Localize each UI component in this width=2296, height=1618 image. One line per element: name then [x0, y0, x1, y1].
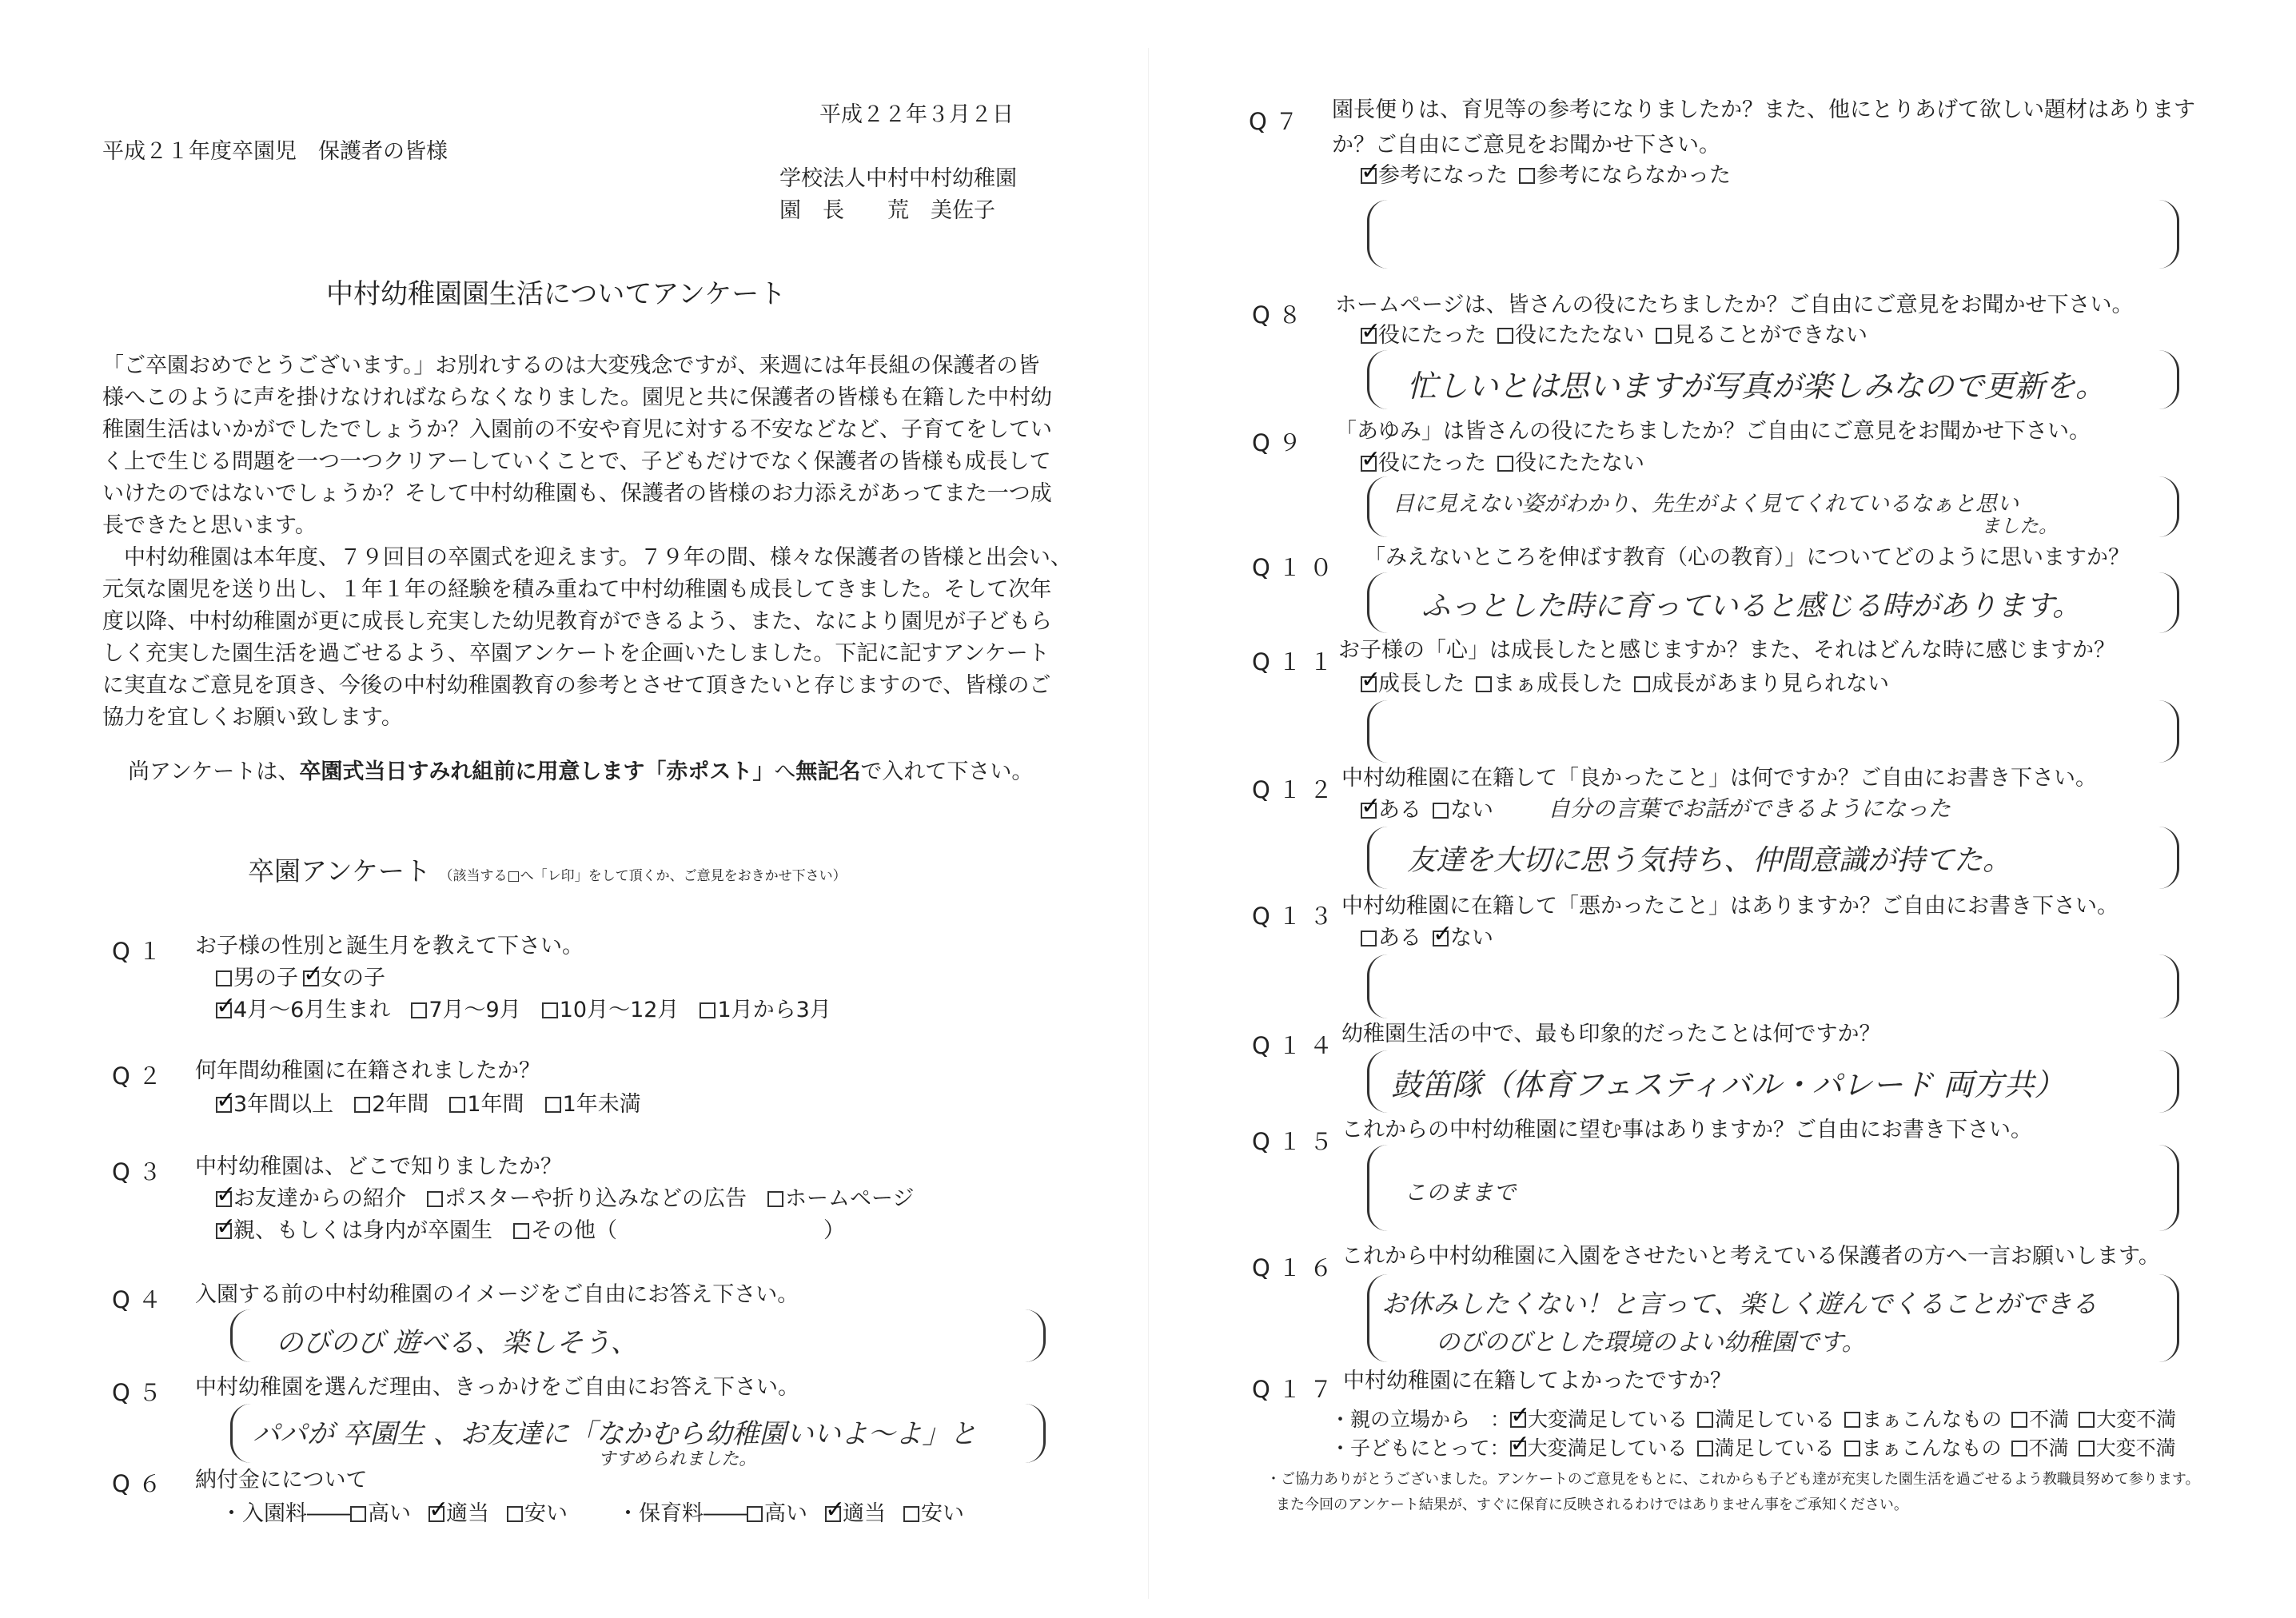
checkbox-label: ホームページ: [785, 1186, 915, 1211]
intro-line: しく充実した園生活を過ごせるよう、卒園アンケートを企画いたしました。下記に記すアンケート: [102, 641, 1050, 666]
q7-options: [1361, 161, 1742, 190]
checked-box-icon[interactable]: [216, 1223, 232, 1239]
checkbox-label: 安い: [524, 1501, 568, 1526]
checkbox-option[interactable]: [303, 966, 385, 990]
checkbox-label: その他（: [531, 1218, 617, 1243]
checkbox-option[interactable]: [825, 1501, 886, 1526]
q6-admission-fee: [221, 1500, 585, 1528]
checkbox-label: お友達からの紹介: [233, 1186, 406, 1211]
notice-bold-anonymous: 無記名: [795, 759, 861, 784]
notice-suffix: で入れて下さい。: [860, 759, 1034, 784]
checkbox-icon[interactable]: [1519, 168, 1535, 184]
checkbox-icon[interactable]: [700, 1002, 716, 1018]
checkbox-label: 参考にならなかった: [1537, 163, 1731, 188]
checkbox-option[interactable]: [429, 1501, 489, 1526]
q8-options: [1361, 321, 1879, 350]
checkbox-label: 1月から3月: [717, 998, 831, 1022]
q7-text-line2: か？ご自由にご意見をお聞かせ下さい。: [1332, 133, 1720, 157]
checkbox-option[interactable]: [1844, 1437, 2002, 1460]
q5-answer-line2: すすめられました。: [598, 1449, 757, 1469]
checkbox-option[interactable]: [1510, 1437, 1688, 1460]
q15-number: Q１５: [1252, 1128, 1341, 1155]
checkbox-option[interactable]: [1697, 1437, 1835, 1460]
q4-number: Q４: [112, 1286, 169, 1313]
q11-text: お子様の「心」は成長したと感じますか？また、それはどんな時に感じますか？: [1338, 638, 2115, 663]
checkbox-option[interactable]: [507, 1501, 568, 1526]
notice-text: [128, 758, 1033, 787]
q12-answer-line1: 自分の言葉でお話ができるようになった: [1548, 795, 1951, 822]
q16-number: Q１６: [1252, 1254, 1341, 1281]
q3-options-row2: [216, 1217, 638, 1245]
document-date: 平成２２年３月２日: [819, 102, 1014, 127]
checkbox-icon[interactable]: [767, 1191, 783, 1207]
q17-parent-label: ・親の立場から ：: [1330, 1408, 1511, 1431]
q6-childcare-fee: [617, 1500, 982, 1528]
checkbox-option[interactable]: [2011, 1437, 2069, 1460]
q2-options: [216, 1090, 662, 1119]
checkbox-label: 役にたった: [1378, 323, 1486, 348]
checkbox-label: まぁ成長した: [1493, 672, 1623, 696]
checked-box-icon[interactable]: [1361, 803, 1377, 819]
q17-child-label: ・子どもにとって：: [1330, 1437, 1510, 1460]
intro-line: く上で生じる問題を一つ一つクリアーしていくことで、子どもだけでなく保護者の皆様も成長して: [102, 449, 1051, 474]
checkbox-icon[interactable]: [1697, 1441, 1713, 1457]
q5-number: Q５: [112, 1379, 169, 1406]
organization: 学校法人中村中村幼稚園: [779, 166, 1017, 191]
q9-text: 「あゆみ」は皆さんの役にたちましたか？ご自由にご意見をお聞かせ下さい。: [1335, 419, 2091, 444]
notice-bold-location: 卒園式当日すみれ組前に用意します「赤ポスト」: [299, 759, 775, 784]
checkbox-label: 1年間: [467, 1092, 524, 1117]
survey-note: （該当する□へ「レ印」をして頂くか、ご意見をおきかせ下さい）: [439, 868, 847, 884]
q10-number: Q１０: [1252, 554, 1341, 581]
checkbox-icon[interactable]: [449, 1097, 465, 1113]
footer-thanks: ・ご協力ありがとうございました。アンケートのご意見をもとに、これからも子ども達が充実した園生活を過ごせるよう教職員努めて参ります。: [1266, 1471, 2200, 1488]
checkbox-icon[interactable]: [2079, 1412, 2095, 1428]
checkbox-icon[interactable]: [542, 1002, 558, 1018]
checkbox-icon[interactable]: [2011, 1412, 2027, 1428]
checkbox-option[interactable]: [1361, 798, 1421, 823]
q16-text: これから中村幼稚園に入園をさせたいと考えている保護者の方へ一言お願いします。: [1341, 1244, 2160, 1269]
q17-number: Q１７: [1252, 1376, 1341, 1403]
checkbox-label: 1年未満: [562, 1092, 641, 1117]
checkbox-label: 不満: [2028, 1437, 2069, 1460]
checkbox-icon[interactable]: [1656, 328, 1672, 344]
intro-line: いけたのではないでしょうか？そして中村幼稚園も、保護者の皆様のお力添えがあってまた一つ成: [102, 481, 1052, 506]
checkbox-label: 高い: [368, 1501, 411, 1526]
checkbox-icon[interactable]: [1433, 803, 1449, 819]
checkbox-option[interactable]: [1519, 163, 1731, 188]
checkbox-label: 役にたった: [1378, 451, 1486, 476]
checkbox-icon[interactable]: [1497, 328, 1513, 344]
checkbox-label: 参考になった: [1378, 163, 1508, 188]
checkbox-label: 10月～12月: [559, 998, 680, 1022]
checkbox-label: 適当: [446, 1501, 489, 1526]
q1-gender-options: [216, 964, 390, 993]
checkbox-label: 大変不満: [2096, 1408, 2177, 1431]
checkbox-label: まぁこんなもの: [1861, 1437, 2002, 1460]
checkbox-option[interactable]: [1361, 163, 1508, 188]
checkbox-icon[interactable]: [507, 1506, 523, 1522]
checkbox-label: 役にたたない: [1515, 323, 1644, 348]
checkbox-option[interactable]: [1497, 451, 1644, 476]
q16-answer-line2: のびのびとした環境のよい幼稚園です。: [1436, 1329, 1866, 1357]
q13-number: Q１３: [1252, 903, 1341, 930]
q3-text: 中村幼稚園は、どこで知りましたか？: [195, 1154, 562, 1179]
q10-answer: ふっとした時に育っていると感じる時があります。: [1421, 590, 2082, 623]
checkbox-option[interactable]: [747, 1501, 807, 1526]
checkbox-option[interactable]: [350, 1501, 411, 1526]
checkbox-icon[interactable]: [1476, 676, 1492, 692]
checkbox-label: 親、もしくは身内が卒園生: [233, 1218, 492, 1243]
intro-line: 中村幼稚園は本年度、７９回目の卒園式を迎えます。７９年の間、様々な保護者の皆様と出会い、: [102, 545, 1072, 570]
checkbox-label: 安い: [921, 1501, 964, 1526]
checkbox-option[interactable]: [545, 1092, 641, 1117]
checkbox-label: 4月～6月生まれ: [233, 998, 391, 1022]
q8-text: ホームページは、皆さんの役にたちましたか？ご自由にご意見をお聞かせ下さい。: [1335, 293, 2134, 317]
intro-text: [102, 350, 1072, 734]
q9-number: Q９: [1252, 429, 1309, 456]
checkbox-label: まぁこんなもの: [1862, 1408, 2003, 1431]
fee-label: ・入園料――: [221, 1501, 350, 1526]
checkbox-label: ある: [1378, 798, 1421, 823]
intro-line: に実直なご意見を頂き、今後の中村幼稚園教育の参考とさせて頂きたいと存じますので、皆様のご: [102, 673, 1051, 698]
q16-answer-line1: お休みしたくない！と言って、楽しく遊んでくることができる: [1381, 1289, 2098, 1319]
checkbox-option[interactable]: [1361, 672, 1465, 696]
q7-answer-box[interactable]: [1367, 200, 2179, 269]
q17-child-row: [1330, 1433, 2186, 1461]
checkbox-icon[interactable]: [513, 1223, 529, 1239]
checked-box-icon[interactable]: [216, 1097, 232, 1113]
checked-box-icon[interactable]: [216, 1191, 232, 1207]
checkbox-label: 役にたたない: [1515, 451, 1644, 476]
checkbox-label: 不満: [2029, 1408, 2070, 1431]
checkbox-option[interactable]: [1476, 672, 1623, 696]
checkbox-icon[interactable]: [2011, 1441, 2027, 1457]
checked-box-icon[interactable]: [1361, 328, 1377, 344]
checkbox-label: ポスターや折り込みなどの広告: [444, 1186, 747, 1211]
checkbox-icon[interactable]: [1634, 676, 1650, 692]
q7-number: Q７: [1249, 108, 1306, 135]
q13-text: 中村幼稚園に在籍して「悪かったこと」はありますか？ご自由にお書き下さい。: [1341, 894, 2119, 919]
q11-options: [1361, 670, 1900, 699]
checkbox-icon[interactable]: [427, 1191, 443, 1207]
checkbox-option[interactable]: [2079, 1408, 2176, 1431]
checkbox-option[interactable]: [216, 966, 298, 990]
checkbox-option[interactable]: [2079, 1437, 2176, 1460]
page-title: 中村幼稚園園生活についてアンケート: [326, 278, 787, 310]
addressee: 平成２１年度卒園児 保護者の皆様: [102, 139, 448, 164]
checkbox-label: 2年間: [372, 1092, 429, 1117]
checked-box-icon[interactable]: [1361, 456, 1377, 472]
checkbox-label: ない: [1450, 926, 1493, 950]
checkbox-label: 大変満足している: [1528, 1408, 1688, 1431]
q11-answer-box[interactable]: [1367, 700, 2179, 763]
checkbox-icon[interactable]: [1497, 456, 1513, 472]
q6-text: 納付金にについて: [195, 1468, 368, 1492]
survey-title-text: 卒園アンケート: [248, 855, 432, 887]
checkbox-option[interactable]: [216, 1218, 492, 1243]
fee-label: ・保育料――: [617, 1501, 747, 1526]
q13-answer-box[interactable]: [1367, 954, 2179, 1018]
q9-answer-line2: ました。: [1981, 515, 2058, 537]
checkbox-icon[interactable]: [1361, 931, 1377, 946]
q15-answer: このままで: [1404, 1179, 1517, 1206]
checkbox-label: 高い: [764, 1501, 807, 1526]
checkbox-label: 満足している: [1714, 1437, 1835, 1460]
intro-line: 様へこのように声を掛けなければならなくなりました。園児と共に保護者の皆様も在籍した中村幼: [102, 385, 1052, 410]
checkbox-label: 女の子: [321, 966, 385, 990]
checkbox-option[interactable]: [542, 998, 680, 1022]
q1-number: Q１: [112, 938, 169, 965]
q11-number: Q１１: [1252, 648, 1341, 675]
checkbox-label: 満足している: [1715, 1408, 1836, 1431]
q2-text: 何年間幼稚園に在籍されましたか？: [195, 1058, 540, 1083]
intro-line: 「ご卒園おめでとうございます。」お別れするのは大変残念ですが、来週には年長組の保護者の皆: [102, 353, 1040, 378]
intro-line: 協力を宜しくお願い致します。: [102, 705, 403, 730]
q12-answer-line2: 友達を大切に思う気持ち、仲間意識が持てた。: [1407, 844, 2012, 877]
checkbox-icon[interactable]: [350, 1506, 366, 1522]
q3-options-row1: [216, 1185, 935, 1214]
q13-options: [1361, 924, 1505, 953]
intro-line: 長できたと思います。: [102, 513, 317, 538]
q5-text: 中村幼稚園を選んだ理由、きっかけをご自由にお答え下さい。: [195, 1375, 799, 1400]
checkbox-icon[interactable]: [216, 970, 232, 986]
q15-text: これからの中村幼稚園に望む事はありますか？ご自由にお書き下さい。: [1341, 1118, 2032, 1142]
checkbox-option[interactable]: [427, 1186, 747, 1211]
page-fold: [1148, 48, 1149, 1599]
notice-prefix: 尚アンケートは、: [128, 759, 300, 784]
checkbox-icon[interactable]: [545, 1097, 561, 1113]
q12-options: [1361, 796, 1505, 825]
checkbox-option[interactable]: [1510, 1408, 1688, 1431]
checkbox-label: 3年間以上: [233, 1092, 334, 1117]
checkbox-label: ない: [1450, 798, 1493, 823]
q9-options: [1361, 449, 1656, 478]
q12-number: Q１２: [1252, 776, 1341, 803]
checkbox-option[interactable]: [513, 1218, 617, 1243]
notice-mid: へ: [774, 759, 796, 784]
checkbox-icon[interactable]: [903, 1506, 919, 1522]
checkbox-option[interactable]: [1634, 672, 1889, 696]
principal-name: 園 長 荒 美佐子: [779, 198, 995, 223]
checkbox-icon[interactable]: [1844, 1412, 1860, 1428]
q8-number: Q８: [1252, 301, 1309, 329]
checkbox-label: 見ることができない: [1673, 323, 1867, 348]
checkbox-label: 適当: [843, 1501, 886, 1526]
checked-box-icon[interactable]: [1510, 1441, 1526, 1457]
survey-title: [248, 851, 847, 888]
q4-answer: のびのび 遊べる、楽しそう、: [276, 1327, 638, 1359]
checkbox-icon[interactable]: [747, 1506, 763, 1522]
checkbox-icon[interactable]: [2079, 1441, 2095, 1457]
checkbox-icon[interactable]: [354, 1097, 370, 1113]
checkbox-option[interactable]: [767, 1186, 914, 1211]
q3-number: Q３: [112, 1158, 169, 1186]
checkbox-label: 成長した: [1378, 672, 1465, 696]
q10-text: 「みえないところを伸ばす教育（心の教育）」についてどのように思いますか？: [1364, 545, 2130, 570]
q14-text: 幼稚園生活の中で、最も印象的だったことは何ですか？: [1341, 1022, 1881, 1046]
checkbox-icon[interactable]: [1697, 1412, 1713, 1428]
checked-box-icon[interactable]: [1510, 1412, 1526, 1428]
intro-line: 稚園生活はいかがでしたでしょうか？入園前の不安や育児に対する不安などなど、子育てをしてい: [102, 417, 1052, 442]
checkbox-option[interactable]: [1844, 1408, 2002, 1431]
intro-line: 元気な園児を送り出し、１年１年の経験を積み重ねて中村幼稚園も成長してきました。そして次年: [102, 577, 1052, 602]
checkbox-option[interactable]: [1361, 926, 1421, 950]
checkbox-option[interactable]: [1361, 451, 1486, 476]
checkbox-option[interactable]: [1433, 926, 1493, 950]
q14-answer: 鼓笛隊（体育フェスティバル・パレード 両方共）: [1391, 1067, 2065, 1102]
q17-parent-row: [1330, 1404, 2186, 1433]
q17-text: 中村幼稚園に在籍してよかったですか？: [1343, 1369, 1732, 1393]
q12-text: 中村幼稚園に在籍して「良かったこと」は何ですか？ご自由にお書き下さい。: [1341, 766, 2097, 791]
q8-answer: 忙しいとは思いますが写真が楽しみなので更新を。: [1407, 369, 2107, 404]
checkbox-label: 7月～9月: [429, 998, 521, 1022]
checkbox-option[interactable]: [2011, 1408, 2069, 1431]
q1-month-options: [216, 996, 852, 1025]
checked-box-icon[interactable]: [825, 1506, 841, 1522]
intro-line: 度以降、中村幼稚園が更に成長し充実した幼児教育ができるよう、また、なにより園児が子どもら: [102, 609, 1052, 634]
checkbox-option[interactable]: [216, 1092, 333, 1117]
checkbox-option[interactable]: [1697, 1408, 1835, 1431]
checkbox-label: 大変満足している: [1527, 1437, 1688, 1460]
checkbox-option[interactable]: [216, 1186, 406, 1211]
checked-box-icon[interactable]: [1361, 168, 1377, 184]
checkbox-option[interactable]: [449, 1092, 524, 1117]
checked-box-icon[interactable]: [429, 1506, 444, 1522]
checkbox-option[interactable]: [354, 1092, 429, 1117]
checkbox-option[interactable]: [1497, 323, 1644, 348]
q9-answer-line1: 目に見えない姿がわかり、先生がよく見てくれているなぁと思い: [1393, 492, 2019, 516]
checked-box-icon[interactable]: [303, 970, 319, 986]
checkbox-option[interactable]: [1361, 323, 1486, 348]
checkbox-option[interactable]: [903, 1501, 964, 1526]
checkbox-option[interactable]: [700, 998, 831, 1022]
q14-number: Q１４: [1252, 1032, 1341, 1059]
checkbox-icon[interactable]: [411, 1002, 427, 1018]
q5-answer-line1: パパが 卒園生 、お友達に「なかむら幼稚園いいよ〜よ」と: [253, 1418, 977, 1450]
footer-note: また今回のアンケート結果が、すぐに保育に反映されるわけではありません事をご承知ください。: [1276, 1496, 1908, 1513]
q4-text: 入園する前の中村幼稚園のイメージをご自由にお答え下さい。: [195, 1282, 799, 1307]
checked-box-icon[interactable]: [216, 1002, 232, 1018]
checkbox-label: 大変不満: [2095, 1437, 2176, 1460]
checkbox-icon[interactable]: [1844, 1441, 1860, 1457]
checkbox-label: ある: [1378, 926, 1421, 950]
checkbox-label: 成長があまり見られない: [1652, 672, 1889, 696]
checkbox-label: 男の子: [233, 966, 298, 990]
q1-text: お子様の性別と誕生月を教えて下さい。: [195, 934, 584, 958]
checkbox-option[interactable]: [216, 998, 390, 1022]
q2-number: Q２: [112, 1062, 169, 1090]
checked-box-icon[interactable]: [1361, 676, 1377, 692]
q3-close-paren: ）: [823, 1218, 845, 1243]
checkbox-option[interactable]: [1656, 323, 1867, 348]
q7-text-line1: 園長便りは、育児等の参考になりましたか？また、他にとりあげて欲しい題材はあります: [1332, 98, 2195, 122]
checkbox-option[interactable]: [411, 998, 520, 1022]
q6-number: Q６: [112, 1470, 169, 1497]
checked-box-icon[interactable]: [1433, 931, 1449, 946]
checkbox-option[interactable]: [1433, 798, 1493, 823]
